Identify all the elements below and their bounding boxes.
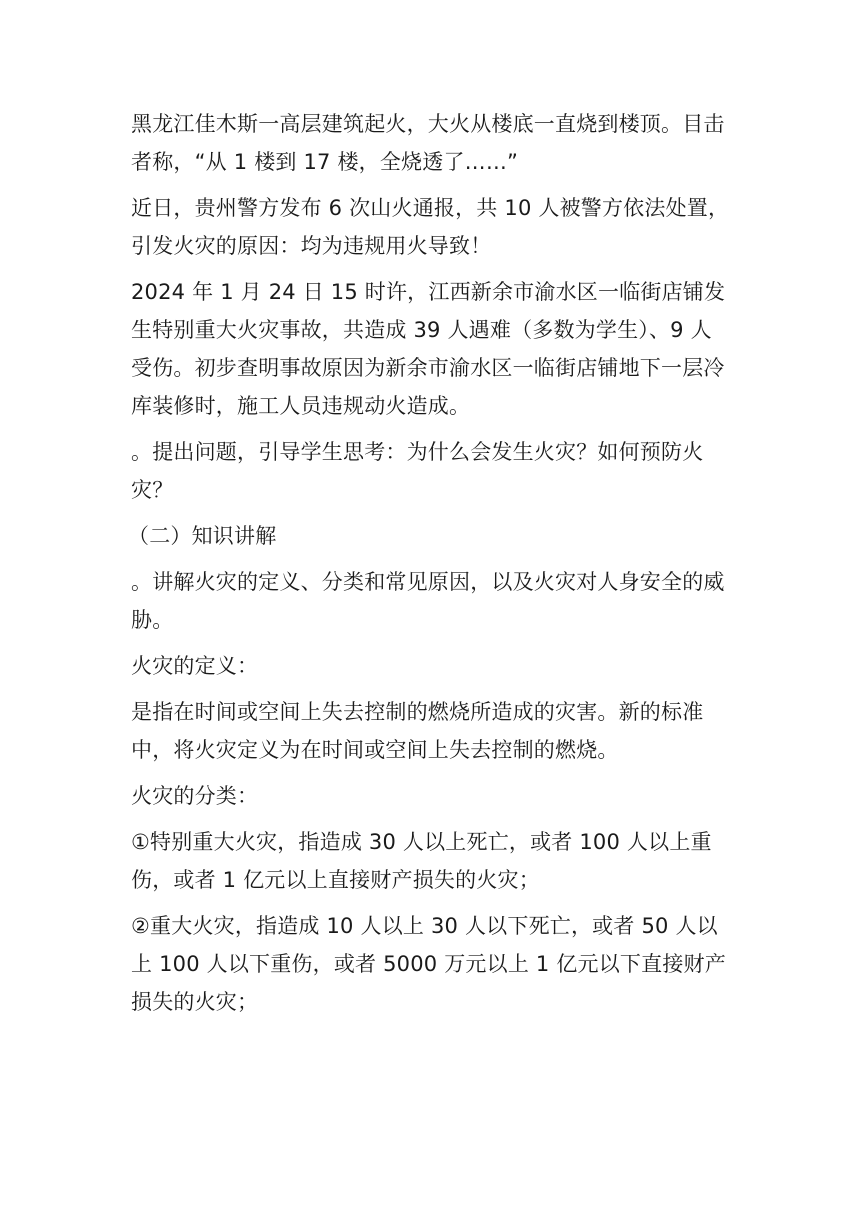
paragraph-fire-definition: 是指在时间或空间上失去控制的燃烧所造成的灾害。新的标准中，将火灾定义为在时间或空间上失去控制的燃烧。 [131, 700, 704, 762]
paragraph-guizhou-wildfire: 近日，贵州警方发布 6 次山火通报，共 10 人被警方依法处置，引发火灾的原因：均为违规用火导致！ [131, 196, 730, 258]
paragraph-question: 。提出问题，引导学生思考：为什么会发生火灾？如何预防火灾？ [131, 440, 704, 502]
paragraph-explain: 。讲解火灾的定义、分类和常见原因，以及火灾对人身安全的威胁。 [131, 570, 725, 632]
section-heading-knowledge: （二）知识讲解 [128, 524, 277, 548]
paragraph-jiamusi-fire: 黑龙江佳木斯一高层建筑起火，大火从楼底一直烧到楼顶。目击者称，“从 1 楼到 17 楼，全烧透了……” [131, 112, 725, 174]
paragraph-class-major: ②重大火灾，指造成 10 人以上 30 人以下死亡，或者 50 人以上 100 人以下重伤，或者 5000 万元以上 1 亿元以下直接财产损失的火灾； [131, 914, 726, 1014]
label-fire-definition: 火灾的定义： [131, 654, 259, 678]
label-fire-classification: 火灾的分类： [131, 784, 259, 808]
document-body [128, 105, 731, 1029]
paragraph-xinyu-fire: 2024 年 1 月 24 日 15 时许，江西新余市渝水区一临街店铺发生特别重大火灾事故，共造成 39 人遇难（多数为学生）、9 人受伤。初步查明事故原因为新余市渝水区一临街店铺地下一层冷库装修时，施工人员违规动火造成。 [131, 280, 726, 418]
paragraph-class-extra-major: ①特别重大火灾，指造成 30 人以上死亡，或者 100 人以上重伤，或者 1 亿元以上直接财产损失的火灾； [131, 830, 712, 892]
